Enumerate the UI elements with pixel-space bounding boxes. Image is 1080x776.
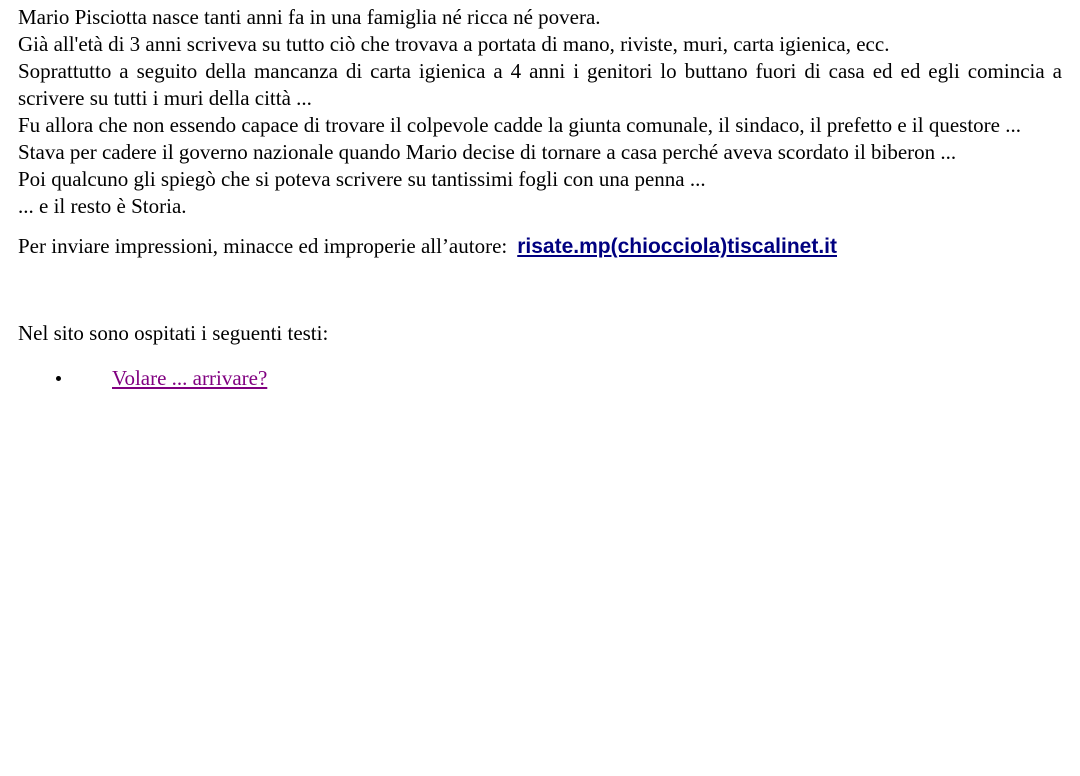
bio-paragraph: Stava per cadere il governo nazionale quando Mario decise di tornare a casa perché aveva scordato il biberon ... <box>18 140 957 164</box>
bio-paragraph: Poi qualcuno gli spiegò che si poteva scrivere su tantissimi fogli con una penna ... <box>18 167 706 191</box>
bullet-icon <box>56 376 61 381</box>
author-bio <box>18 4 1062 220</box>
bio-paragraph: Fu allora che non essendo capace di trovare il colpevole cadde la giunta comunale, il sindaco, il prefetto e il questore ... <box>18 113 1021 137</box>
author-email-link[interactable]: risate.mp(chiocciola)tiscalinet.it <box>517 235 837 258</box>
texts-heading: Nel sito sono ospitati i seguenti testi: <box>18 321 329 345</box>
page-content <box>18 4 1062 392</box>
bio-paragraph: Già all'età di 3 anni scriveva su tutto ciò che trovava a portata di mano, riviste, muri, carta igienica, ecc. <box>18 32 890 56</box>
bio-paragraph: Soprattutto a seguito della mancanza di carta igienica a 4 anni i genitori lo buttano fuori di casa ed ed egli comincia a scrivere su tutti i muri della città ... <box>18 59 1062 110</box>
text-link-volare-arrivare[interactable]: Volare ... arrivare? <box>112 366 268 390</box>
texts-list <box>18 364 1062 392</box>
contact-line <box>18 231 1062 262</box>
bio-paragraph: Mario Pisciotta nasce tanti anni fa in una famiglia né ricca né povera. <box>18 5 601 29</box>
contact-label: Per inviare impressioni, minacce ed improperie all’autore: <box>18 234 508 258</box>
bio-paragraph: ... e il resto è Storia. <box>18 194 187 218</box>
list-item <box>18 364 1062 392</box>
